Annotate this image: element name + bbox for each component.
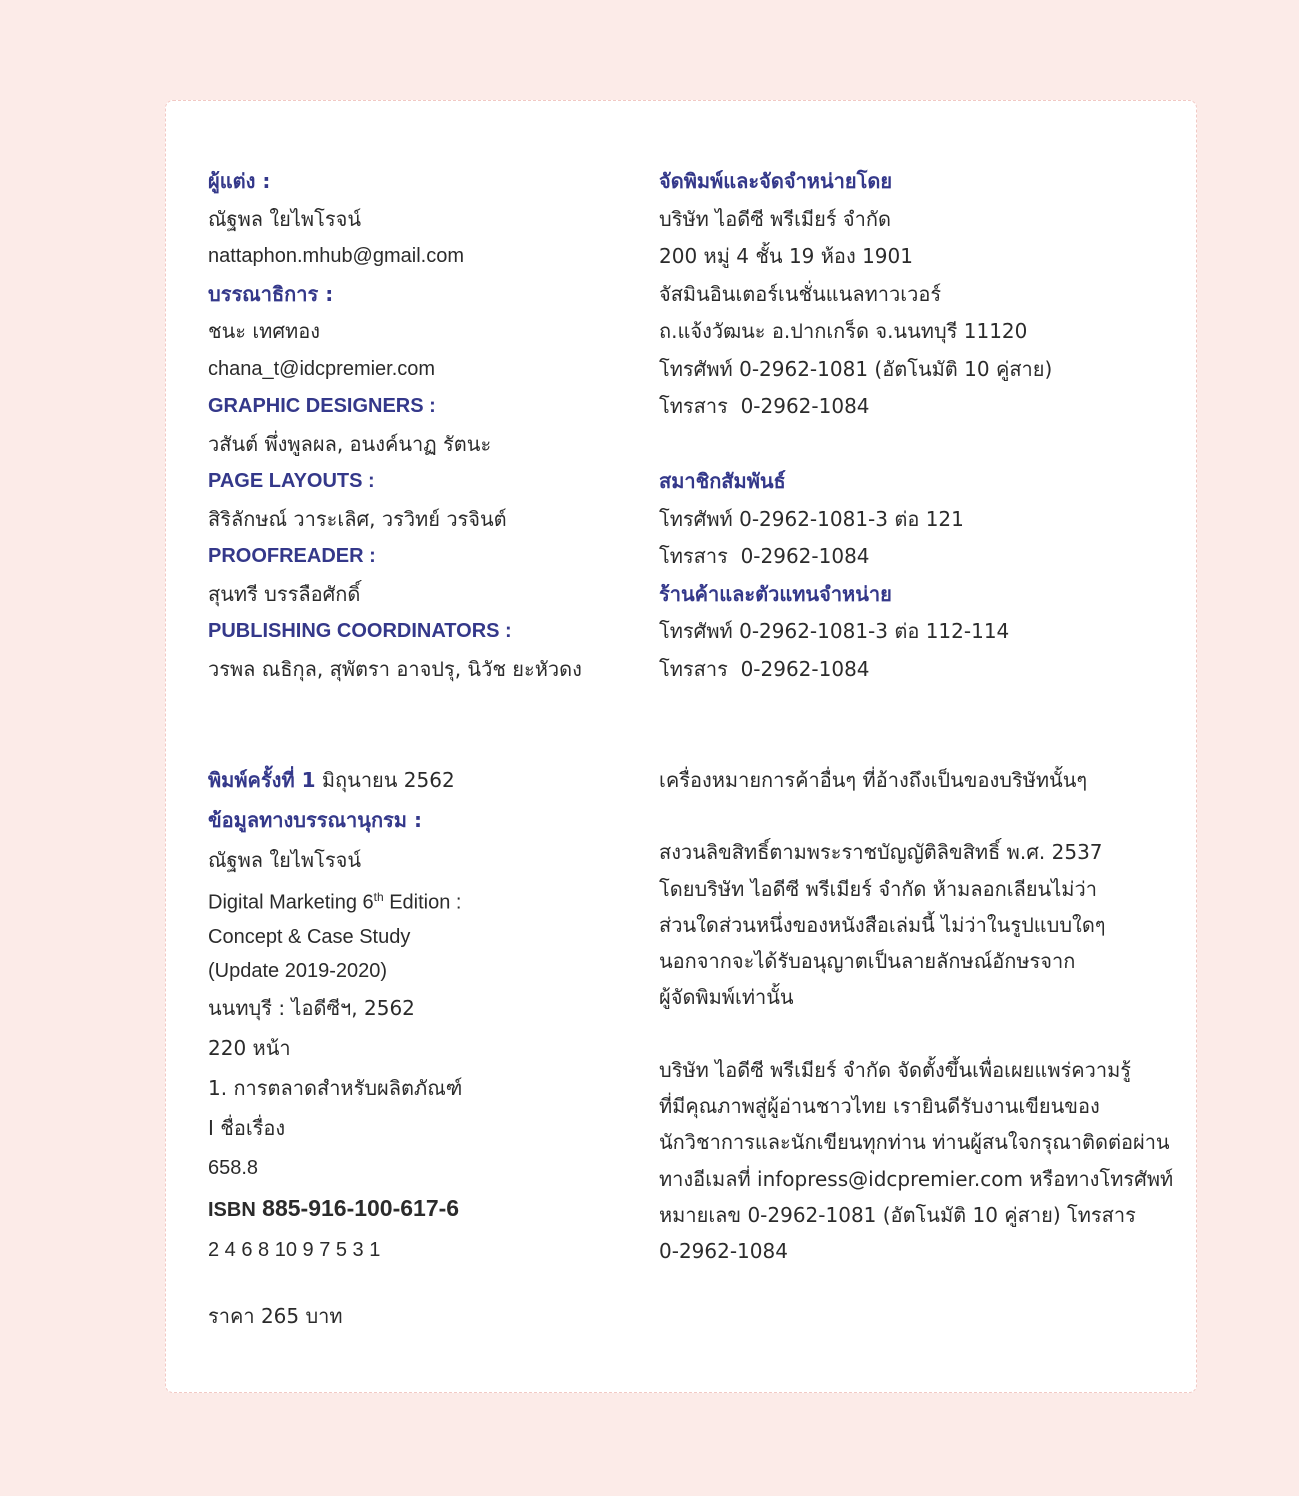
member-relations-label: สมาชิกสัมพันธ์ xyxy=(659,469,786,493)
isbn-number: 885-916-100-617-6 xyxy=(262,1194,460,1221)
publisher-label: จัดพิมพ์และจัดจำหน่ายโดย xyxy=(659,169,893,193)
publisher-address-2: จัสมินอินเตอร์เนชั่นแนลทาวเวอร์ xyxy=(659,281,942,306)
cip-title-line-3: (Update 2019-2020) xyxy=(208,959,388,982)
dealers-fax: โทรสาร 0-2962-1084 xyxy=(659,656,870,681)
publisher-address-1: 200 หมู่ 4 ชั้น 19 ห้อง 1901 xyxy=(659,244,913,268)
dealers-phone: โทรศัพท์ 0-2962-1081-3 ต่อ 112-114 xyxy=(659,619,1010,643)
member-relations-phone: โทรศัพท์ 0-2962-1081-3 ต่อ 121 xyxy=(659,506,964,531)
graphic-designers-label: GRAPHIC DESIGNERS : xyxy=(208,395,436,417)
about-line: ที่มีคุณภาพสู่ผู้อ่านชาวไทย เรายินดีรับงานเขียนของ xyxy=(659,1094,1100,1119)
publisher-phone: โทรศัพท์ 0-2962-1081 (อัตโนมัติ 10 คู่สาย) xyxy=(659,356,1053,381)
dealers-label: ร้านค้าและตัวแทนจำหน่าย xyxy=(659,581,892,606)
print-edition xyxy=(208,760,462,800)
author-name: ณัฐพล ใยไพโรจน์ xyxy=(208,206,361,231)
isbn-label: ISBN xyxy=(208,1198,256,1221)
copyright-line: สงวนลิขสิทธิ์ตามพระราชบัญญัติลิขสิทธิ์ พ.ศ. 2537 xyxy=(659,840,1103,865)
isbn xyxy=(208,1188,462,1230)
cip-label: ข้อมูลทางบรรณานุกรม : xyxy=(208,808,422,832)
publisher-fax: โทรสาร 0-2962-1084 xyxy=(659,394,870,418)
copyright-line: โดยบริษัท ไอดีซี พรีเมียร์ จำกัด ห้ามลอกเลียนไม่ว่า xyxy=(659,876,1097,901)
member-relations-fax: โทรสาร 0-2962-1084 xyxy=(659,544,870,568)
cip-author: ณัฐพล ใยไพโรจน์ xyxy=(208,848,361,872)
credits-section xyxy=(208,163,582,688)
editor-name: ชนะ เทศทอง xyxy=(208,319,321,343)
cip-place: นนทบุรี : ไอดีซีฯ, 2562 xyxy=(208,995,415,1020)
print-run-numbers: 2 4 6 8 10 9 7 5 3 1 xyxy=(208,1238,381,1261)
about-line: 0-2962-1084 xyxy=(659,1239,788,1264)
print-edition-date: มิถุนายน 2562 xyxy=(321,768,455,792)
cip-title-superscript: th xyxy=(373,890,384,904)
publisher-address-3: ถ.แจ้งวัฒนะ อ.ปากเกร็ด จ.นนทบุรี 11120 xyxy=(659,319,1028,343)
editor-email: chana_t@idcpremier.com xyxy=(208,357,436,380)
about-line: บริษัท ไอดีซี พรีเมียร์ จำกัด จัดตั้งขึ้นเพื่อเผยแพร่ความรู้ xyxy=(659,1057,1132,1082)
publishing-coordinators-label: PUBLISHING COORDINATORS : xyxy=(208,620,512,642)
copyright-line: ผู้จัดพิมพ์เท่านั้น xyxy=(659,985,794,1010)
page-layouts-names: สิริลักษณ์ วาระเลิศ, วรวิทย์ วรจินต์ xyxy=(208,506,507,531)
proofreader-label: PROOFREADER : xyxy=(208,545,376,567)
about-line: หมายเลข 0-2962-1081 (อัตโนมัติ 10 คู่สาย) โทรสาร xyxy=(659,1202,1136,1227)
graphic-designers-names: วสันต์ พึ่งพูลผล, อนงค์นาฏ รัตนะ xyxy=(208,431,492,456)
cip-classification: 658.8 xyxy=(208,1156,259,1179)
copyright-page-card xyxy=(165,100,1197,1393)
about-line: ทางอีเมลที่ infopress@idcpremier.com หรือทางโทรศัพท์ xyxy=(659,1166,1174,1191)
about-line: นักวิชาการและนักเขียนทุกท่าน ท่านผู้สนใจกรุณาติดต่อผ่าน xyxy=(659,1130,1170,1155)
print-edition-label: พิมพ์ครั้งที่ 1 xyxy=(208,768,316,792)
page-layouts-label: PAGE LAYOUTS : xyxy=(208,470,375,492)
cip-subject: 1. การตลาดสำหรับผลิตภัณฑ์ xyxy=(208,1075,463,1100)
cataloging-section xyxy=(208,760,462,1336)
publisher-section xyxy=(659,163,1052,688)
copyright-notice xyxy=(659,834,1173,1015)
cip-title-entry: I ชื่อเรื่อง xyxy=(208,1115,286,1140)
price: ราคา 265 บาท xyxy=(208,1303,343,1328)
cip-pages: 220 หน้า xyxy=(208,1035,291,1060)
cip-title-line-2: Concept & Case Study xyxy=(208,925,411,948)
cip-title-main: Digital Marketing 6 xyxy=(208,891,374,914)
cip-title-edition: Edition : xyxy=(383,891,462,914)
cip-title xyxy=(208,880,462,920)
author-email: nattaphon.mhub@gmail.com xyxy=(208,245,464,267)
copyright-line: นอกจากจะได้รับอนุญาตเป็นลายลักษณ์อักษรจาก xyxy=(659,949,1076,974)
editor-label: บรรณาธิการ : xyxy=(208,281,334,306)
notices-section xyxy=(659,762,1173,1270)
publishing-coordinators-names: วรพล ณธิกุล, สุพัตรา อาจปรุ, นิวัช ยะหัวดง xyxy=(208,656,582,681)
proofreader-name: สุนทรี บรรลือศักดิ์ xyxy=(208,581,361,606)
publisher-name: บริษัท ไอดีซี พรีเมียร์ จำกัด xyxy=(659,206,891,231)
trademark-notice: เครื่องหมายการค้าอื่นๆ ที่อ้างถึงเป็นของบริษัทนั้นๆ xyxy=(659,768,1088,792)
copyright-line: ส่วนใดส่วนหนึ่งของหนังสือเล่มนี้ ไม่ว่าในรูปแบบใดๆ xyxy=(659,912,1106,937)
publisher-about xyxy=(659,1052,1173,1270)
author-label: ผู้แต่ง : xyxy=(208,169,271,193)
